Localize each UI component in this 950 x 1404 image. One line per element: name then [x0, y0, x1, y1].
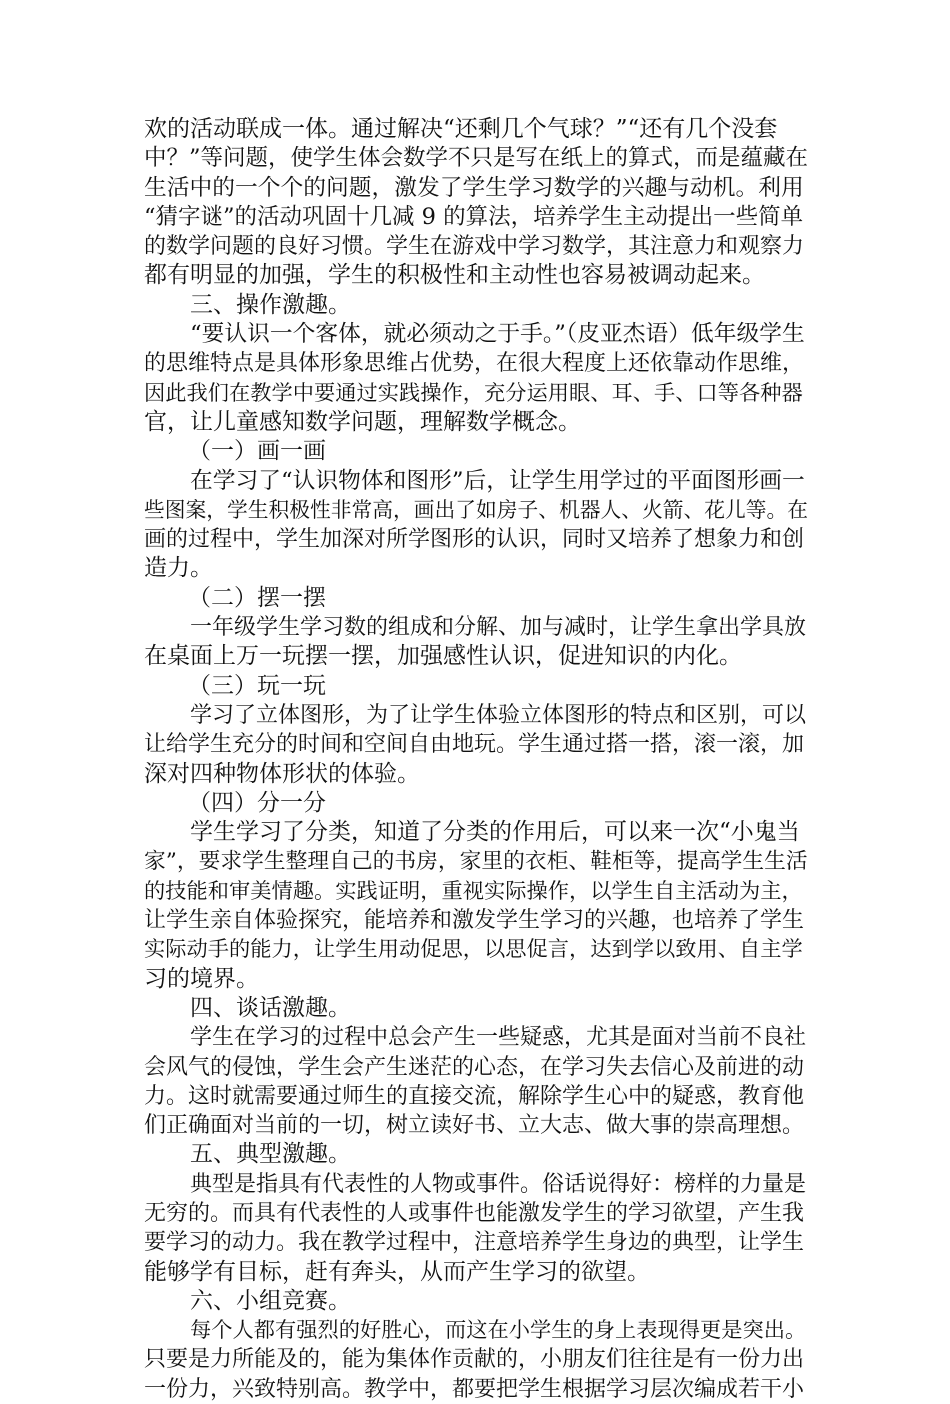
text-line: 会风气的侵蚀，学生会产生迷茫的心态，在学习失去信心及前进的动: [144, 1054, 805, 1080]
text-line: 家”，要求学生整理自己的书房，家里的衣柜、鞋柜等，提高学生生活: [144, 849, 808, 875]
text-line: 要学习的动力。我在教学过程中，注意培养学生身边的典型，让学生: [144, 1230, 805, 1256]
text-line: 六、小组竞赛。: [190, 1287, 351, 1314]
text-line: 习的境界。: [144, 965, 259, 992]
text-line: 无穷的。而具有代表性的人或事件也能激发学生的学习欲望，产生我: [144, 1200, 805, 1226]
text-line: 学生学习了分类，知道了分类的作用后，可以来一次“小鬼当: [190, 819, 800, 846]
text-line: 们正确面对当前的一切，树立读好书、立大志、做大事的崇高理想。: [144, 1113, 805, 1139]
text-line: 实际动手的能力，让学生用动促思，以思促言，达到学以致用、自主学: [144, 937, 803, 963]
text-line: 一份力，兴致特别高。教学中，都要把学生根据学习层次编成若干小: [144, 1376, 805, 1402]
text-line: 都有明显的加强，学生的积极性和主动性也容易被调动起来。: [144, 262, 765, 289]
text-line: “猜字谜”的活动巩固十几减 9 的算法，培养学生主动提出一些简单: [144, 203, 804, 230]
text-line: 让给学生充分的时间和空间自由地玩。学生通过搭一搭，滚一滚，加: [144, 732, 805, 758]
text-line: （二）摆一摆: [188, 584, 326, 611]
text-line: 四、谈话激趣。: [190, 994, 351, 1021]
text-line: 的技能和审美情趣。实践证明，重视实际操作，以学生自主活动为主，: [144, 878, 803, 904]
text-line: 深对四种物体形状的体验。: [144, 760, 420, 787]
document-body: [144, 115, 808, 1404]
text-line: 三、操作激趣。: [190, 291, 351, 318]
text-line: 在学习了“认识物体和图形”后，让学生用学过的平面图形画一: [190, 467, 805, 494]
text-line: “要认识一个客体，就必须动之于手。”（皮亚杰语）低年级学生: [190, 321, 805, 348]
text-line: 学习了立体图形，为了让学生体验立体图形的特点和区别，可以: [190, 702, 807, 728]
text-line: 只要是力所能及的，能为集体作贡献的，小朋友们往往是有一份力出: [144, 1347, 805, 1373]
text-line: 五、典型激趣。: [190, 1141, 351, 1168]
text-line: 的数学问题的良好习惯。学生在游戏中学习数学，其注意力和观察力: [144, 234, 805, 260]
text-line: 学生在学习的过程中总会产生一些疑惑，尤其是面对当前不良社: [190, 1025, 807, 1051]
text-line: 典型是指具有代表性的人物或事件。俗话说得好：榜样的力量是: [190, 1171, 807, 1197]
text-line: （三）玩一玩: [188, 672, 326, 699]
text-line: 的思维特点是具体形象思维占优势，在很大程度上还依靠动作思维，: [144, 351, 805, 377]
text-line: 欢的活动联成一体。通过解决“还剩几个气球？”“还有几个没套: [144, 116, 778, 142]
text-line: 生活中的一个个的问题，激发了学生学习数学的兴趣与动机。利用: [144, 174, 804, 201]
text-line: 力。这时就需要通过师生的直接交流，解除学生心中的疑惑，教育他: [144, 1083, 805, 1109]
text-line: （四）分一分: [188, 789, 326, 816]
text-line: 在桌面上万一玩摆一摆，加强感性认识，促进知识的内化。: [144, 643, 742, 670]
text-line: 能够学有目标，赶有奔头，从而产生学习的欲望。: [144, 1258, 650, 1285]
text-line: 一年级学生学习数的组成和分解、加与减时，让学生拿出学具放: [190, 615, 807, 641]
text-line: （一）画一画: [188, 438, 326, 465]
text-line: 因此我们在教学中要通过实践操作，充分运用眼、耳、手、口等各种器: [144, 380, 803, 406]
text-line: 官，让儿童感知数学问题，理解数学概念。: [144, 408, 581, 435]
text-line: 中？”等问题，使学生体会数学不只是写在纸上的算式，而是蕴藏在: [144, 145, 809, 172]
text-line: 些图案，学生积极性非常高，画出了如房子、机器人、火箭、花儿等。在: [144, 497, 809, 522]
text-line: 每个人都有强烈的好胜心，而这在小学生的身上表现得更是突出。: [190, 1318, 807, 1344]
text-line: 画的过程中，学生加深对所学图形的认识，同时又培养了想象力和创: [144, 527, 805, 553]
text-line: 造力。: [144, 555, 213, 582]
text-line: 让学生亲自体验探究，能培养和激发学生学习的兴趣，也培养了学生: [144, 908, 805, 934]
